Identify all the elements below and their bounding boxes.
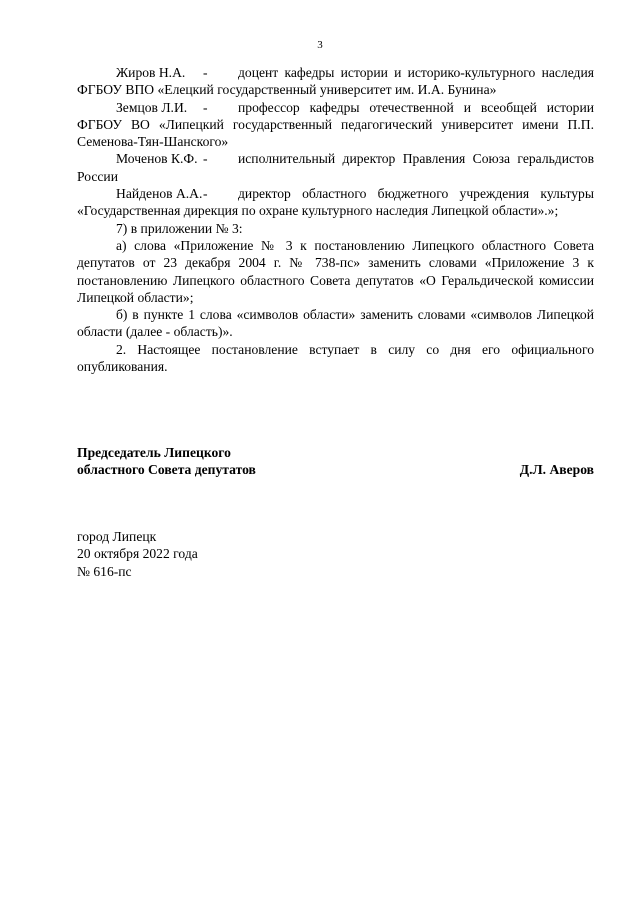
member-name: Земцов Л.И. <box>116 99 188 115</box>
member-name: Моченов К.Ф. <box>116 151 198 167</box>
paragraph-item-7b: б) в пункте 1 слова «символов области» заменить словами «символов Липецкой области (далее - область)». <box>77 307 594 340</box>
commission-member-naydenov <box>77 185 594 220</box>
signature-title-line1: Председатель Липецкого <box>77 445 231 460</box>
member-name: Найденов А.А. <box>116 186 203 202</box>
member-description: профессор кафедры отечественной и всеобщей истории ФГБОУ ВО «Липецкий государственный педагогический университет имени П.П. Семенова-Тян-Шанского» <box>77 99 594 150</box>
member-description: исполнительный директор Правления Союза геральдистов России <box>77 151 594 184</box>
paragraph-item-7: 7) в приложении № 3: <box>116 220 243 236</box>
signature-row <box>77 461 594 478</box>
commission-member-mochenov <box>77 150 594 185</box>
member-dash: - <box>203 186 208 202</box>
signature-title-line2: областного Совета депутатов <box>77 462 256 478</box>
commission-member-zhirov <box>77 64 594 99</box>
document-body <box>77 64 594 375</box>
member-name: Жиров Н.А. <box>116 65 186 80</box>
commission-member-zemtsov <box>77 99 594 151</box>
member-dash: - <box>203 99 208 115</box>
footer-city: город Липецк <box>77 529 157 544</box>
member-description: доцент кафедры истории и историко-культурного наследия ФГБОУ ВПО «Елецкий государственный университет им. И.А. Бунина» <box>77 65 594 98</box>
document-footer <box>77 528 198 580</box>
paragraph-item-7a: а) слова «Приложение № 3 к постановлению Липецкого областного Совета депутатов от 23 декабря 2004 г. № 738-пс» заменить словами «Приложение 3 к постановлению Липецкого областного Совета депутатов «О Геральдической комиссии Липецкой области»; <box>77 237 594 305</box>
member-dash: - <box>203 151 208 167</box>
signature-block <box>77 444 594 479</box>
signatory-name: Д.Л. Аверов <box>519 462 594 478</box>
member-dash: - <box>203 65 208 80</box>
footer-document-number: № 616-пс <box>77 563 132 579</box>
member-description: директор областного бюджетного учреждения культуры «Государственная дирекция по охране культурного наследия Липецкой области».»; <box>77 186 594 219</box>
paragraph-item-2: 2. Настоящее постановление вступает в силу со дня его официального опубликования. <box>77 341 594 375</box>
footer-date: 20 октября 2022 года <box>77 546 198 562</box>
page-number: 3 <box>317 39 323 51</box>
